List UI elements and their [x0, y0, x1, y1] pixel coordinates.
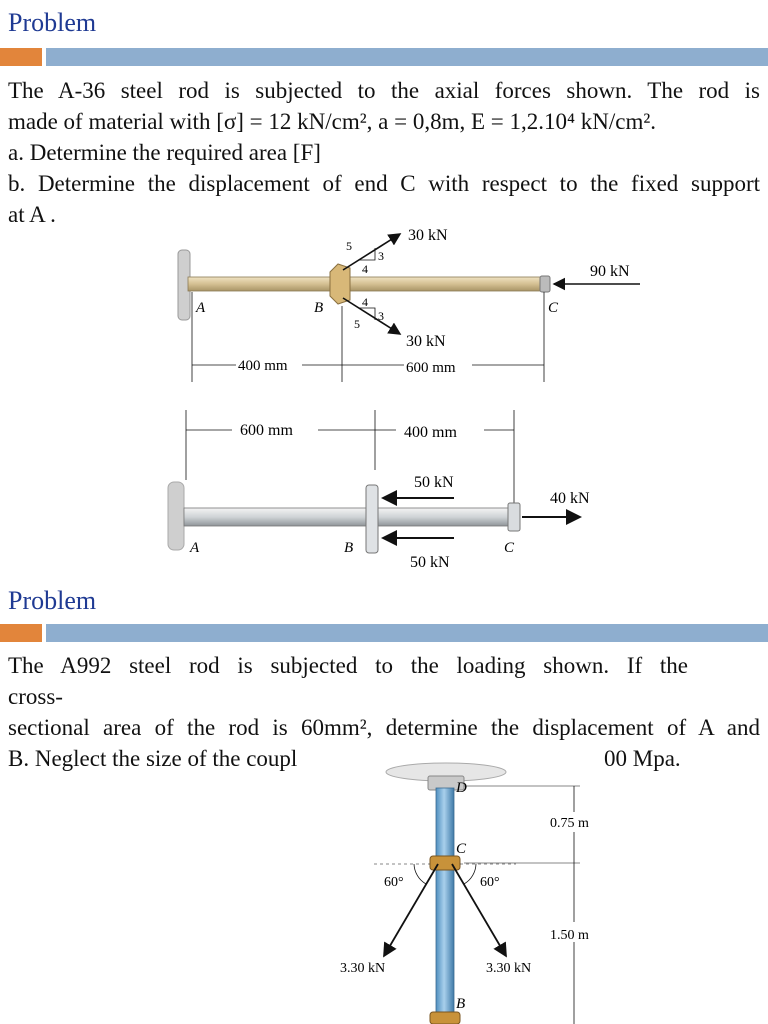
figure-rod-axial-forces	[0, 400, 768, 575]
problem-2-heading: Problem	[8, 586, 97, 615]
angle-right-label: 60°	[480, 875, 500, 890]
slope-hyp-bottom: 5	[354, 317, 360, 331]
dim-bc-label: 600 mm	[406, 360, 456, 376]
dim3-cb-label: 1.50 m	[550, 928, 589, 943]
rod-ac	[188, 277, 546, 291]
slope-horiz-bottom: 4	[362, 295, 368, 309]
problem-2-line-4-end: 00 Mpa.	[604, 746, 681, 771]
force-b-bottom-label: 50 kN	[410, 554, 450, 571]
dim2-ab-label: 600 mm	[240, 422, 293, 439]
flange-b	[366, 485, 378, 553]
slope-vert-top: 3	[378, 249, 384, 263]
divider-bar-2	[46, 624, 768, 642]
problem-1-line-5: at A .	[8, 202, 56, 227]
force-b-top-label: 50 kN	[414, 474, 454, 491]
problem-1-heading: Problem	[8, 8, 97, 37]
point-c3-label: C	[456, 841, 467, 857]
figure-rod-angled-forces	[0, 220, 768, 390]
angle-arc-right	[464, 864, 476, 884]
angle-arc-left	[414, 864, 426, 884]
point-a2-label: A	[190, 540, 200, 556]
divider-accent-2	[0, 624, 42, 642]
force-bottom-label: 30 kN	[406, 333, 446, 350]
force-top-label: 30 kN	[408, 227, 448, 244]
problem-2-text	[8, 650, 760, 774]
rod-end-cap	[540, 276, 550, 292]
problem-1-line-4: b. Determine the displacement of end C with respect to the fixed support	[8, 171, 760, 196]
problem-1-line-2: made of material with [σ] = 12 kN/cm², a = 0,8m, E = 1,2.10⁴ kN/cm².	[8, 109, 656, 134]
rod-db	[436, 788, 454, 1024]
collar-b	[330, 264, 350, 304]
rod-ac-2	[184, 508, 516, 526]
point-b2-label: B	[344, 540, 354, 556]
figure-hanging-rod	[330, 760, 620, 1024]
force-right-label: 90 kN	[590, 263, 630, 280]
problem-2-line-2: cross-	[8, 684, 63, 709]
force-bottom-arrow	[343, 298, 400, 334]
divider-accent	[0, 48, 42, 66]
point-a-label: A	[196, 300, 206, 316]
problem-1-line-1: The A-36 steel rod is subjected to the axial forces shown. The rod is	[8, 78, 760, 103]
problem-2-line-3: sectional area of the rod is 60mm², determine the displacement of A and	[8, 715, 760, 740]
slope-hyp-top: 5	[346, 239, 352, 253]
slope-horiz-top: 4	[362, 262, 368, 276]
force-left-label: 3.30 kN	[340, 961, 386, 976]
divider-bar	[46, 48, 768, 66]
point-c2-label: C	[504, 540, 515, 556]
point-b-label: B	[314, 300, 324, 316]
point-d-label: D	[456, 780, 467, 796]
collar-b2	[430, 1012, 460, 1024]
problem-2-line-4-start: B. Neglect the size of the coupl	[8, 746, 298, 771]
point-b3-label: B	[456, 996, 466, 1012]
end-cap-c2	[508, 503, 520, 531]
slope-vert-bottom: 3	[378, 309, 384, 323]
dim3-dc-label: 0.75 m	[550, 816, 589, 831]
problem-2-line-1: The A992 steel rod is subjected to the loading shown. If the	[8, 653, 688, 678]
dim-ab-label: 400 mm	[238, 358, 288, 374]
section-divider-2	[0, 624, 768, 642]
section-divider-1	[0, 48, 768, 66]
dim2-bc-label: 400 mm	[404, 424, 457, 441]
problem-1-text	[8, 75, 760, 230]
point-c-label: C	[548, 300, 559, 316]
force-right-label-2: 3.30 kN	[486, 961, 532, 976]
problem-1-line-3: a. Determine the required area [F]	[8, 140, 321, 165]
force-c-label: 40 kN	[550, 490, 590, 507]
collar-c	[430, 856, 460, 870]
fixed-wall-a2	[168, 482, 184, 550]
angle-left-label: 60°	[384, 875, 404, 890]
